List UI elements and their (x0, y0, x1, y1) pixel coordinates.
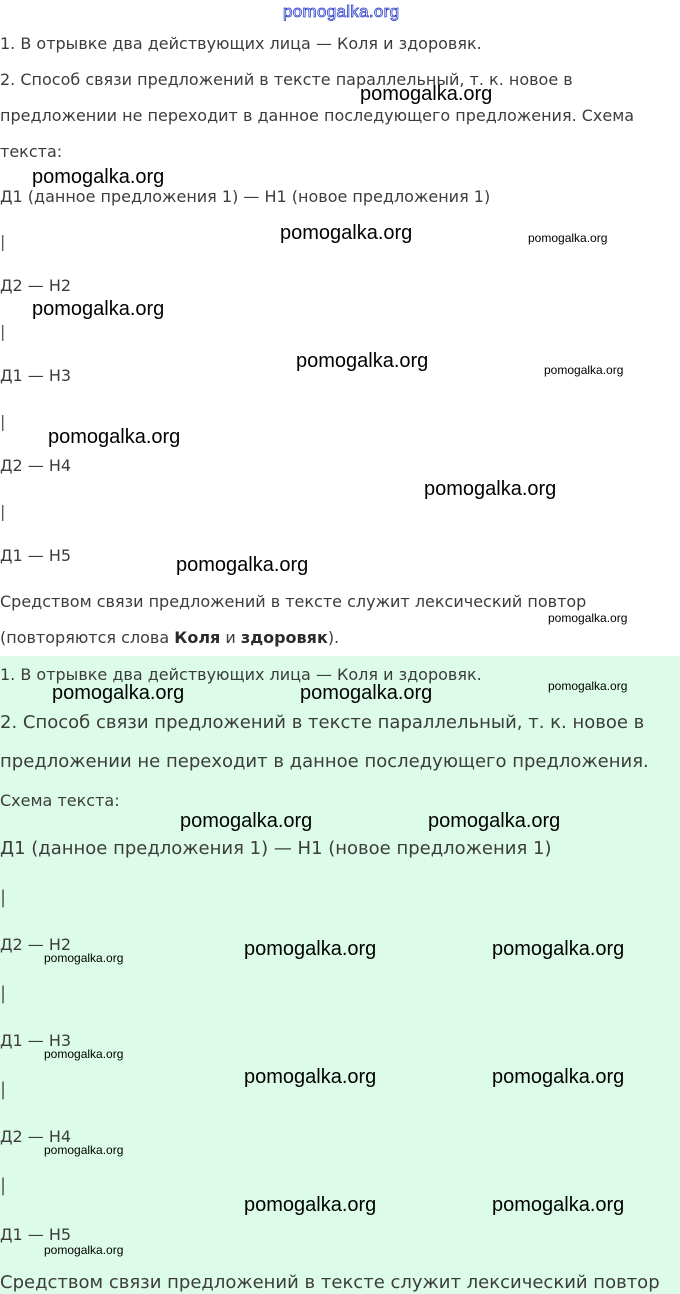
conclusion-prefix: (повторяются слова (0, 628, 175, 647)
watermark: pomogalka.org (548, 679, 628, 693)
watermark: pomogalka.org (244, 1194, 377, 1216)
watermark: pomogalka.org (48, 426, 181, 448)
site-logo: pomogalka.org (283, 2, 400, 21)
scheme-line-5: Д1 — Н5 (0, 1225, 72, 1244)
watermark: pomogalka.org (548, 611, 628, 625)
watermark: pomogalka.org (44, 1243, 124, 1257)
watermark: pomogalka.org (280, 222, 413, 244)
scheme-line-1: Д1 (данное предложения 1) — Н1 (новое предложения 1) (0, 187, 491, 206)
bold-word-kolya: Коля (174, 628, 221, 647)
watermark: pomogalka.org (44, 1143, 124, 1157)
scheme-line-3: Д1 — Н3 (0, 1031, 72, 1050)
watermark: pomogalka.org (44, 1047, 124, 1061)
scheme-line-1: Д1 (данное предложения 1) — Н1 (новое предложения 1) (0, 838, 552, 859)
scheme-line-3: Д1 — Н3 (0, 366, 72, 385)
watermark: pomogalka.org (528, 231, 608, 245)
answer-point-2-line-2: предложении не переходит в данное последующего предложения. (0, 751, 649, 772)
watermark: pomogalka.org (492, 938, 625, 960)
watermark: pomogalka.org (244, 938, 377, 960)
answer-point-2-line-1: 2. Способ связи предложений в тексте параллельный, т. к. новое в (0, 712, 645, 733)
conclusion-line-1: Средством связи предложений в тексте служит лексический повтор (0, 1272, 660, 1293)
watermark: pomogalka.org (32, 298, 165, 320)
watermark: pomogalka.org (492, 1194, 625, 1216)
scheme-connector: | (0, 1079, 7, 1100)
watermark: pomogalka.org (244, 1066, 377, 1088)
scheme-connector: | (0, 887, 7, 908)
watermark: pomogalka.org (32, 166, 165, 188)
scheme-connector: | (0, 1175, 7, 1196)
scheme-line-4: Д2 — Н4 (0, 1127, 72, 1146)
scheme-line-2: Д2 — Н2 (0, 935, 72, 954)
watermark: pomogalka.org (360, 83, 493, 105)
scheme-connector: | (0, 412, 6, 431)
watermark: pomogalka.org (544, 363, 624, 377)
scheme-connector: | (0, 232, 6, 251)
watermark: pomogalka.org (52, 682, 185, 704)
watermark: pomogalka.org (176, 554, 309, 576)
watermark: pomogalka.org (296, 350, 429, 372)
bold-word-zdorovyak: здоровяк (240, 628, 328, 647)
answer-point-2-line-3: текста: (0, 142, 63, 161)
scheme-connector: | (0, 322, 6, 341)
scheme-connector: | (0, 502, 6, 521)
watermark: pomogalka.org (424, 478, 557, 500)
answer-point-2-line-3: Схема текста: (0, 791, 120, 810)
conclusion-line-1: Средством связи предложений в тексте служит лексический повтор (0, 592, 587, 611)
watermark: pomogalka.org (428, 810, 561, 832)
answer-point-2-line-2: предложении не переходит в данное последующего предложения. Схема (0, 106, 635, 125)
scheme-line-5: Д1 — Н5 (0, 546, 72, 565)
conclusion-suffix: ). (327, 628, 340, 647)
answer-point-2-line-1: 2. Способ связи предложений в тексте параллельный, т. к. новое в (0, 70, 573, 89)
conclusion-line-2 (0, 628, 339, 647)
scheme-line-2: Д2 — Н2 (0, 276, 72, 295)
scheme-connector: | (0, 983, 7, 1004)
watermark: pomogalka.org (492, 1066, 625, 1088)
answer-point-1: 1. В отрывке два действующих лица — Коля и здоровяк. (0, 34, 482, 53)
watermark: pomogalka.org (300, 682, 433, 704)
answer-point-1: 1. В отрывке два действующих лица — Коля и здоровяк. (0, 665, 482, 684)
scheme-line-4: Д2 — Н4 (0, 456, 72, 475)
watermark: pomogalka.org (44, 951, 124, 965)
watermark: pomogalka.org (180, 810, 313, 832)
conclusion-and: и (220, 628, 241, 647)
